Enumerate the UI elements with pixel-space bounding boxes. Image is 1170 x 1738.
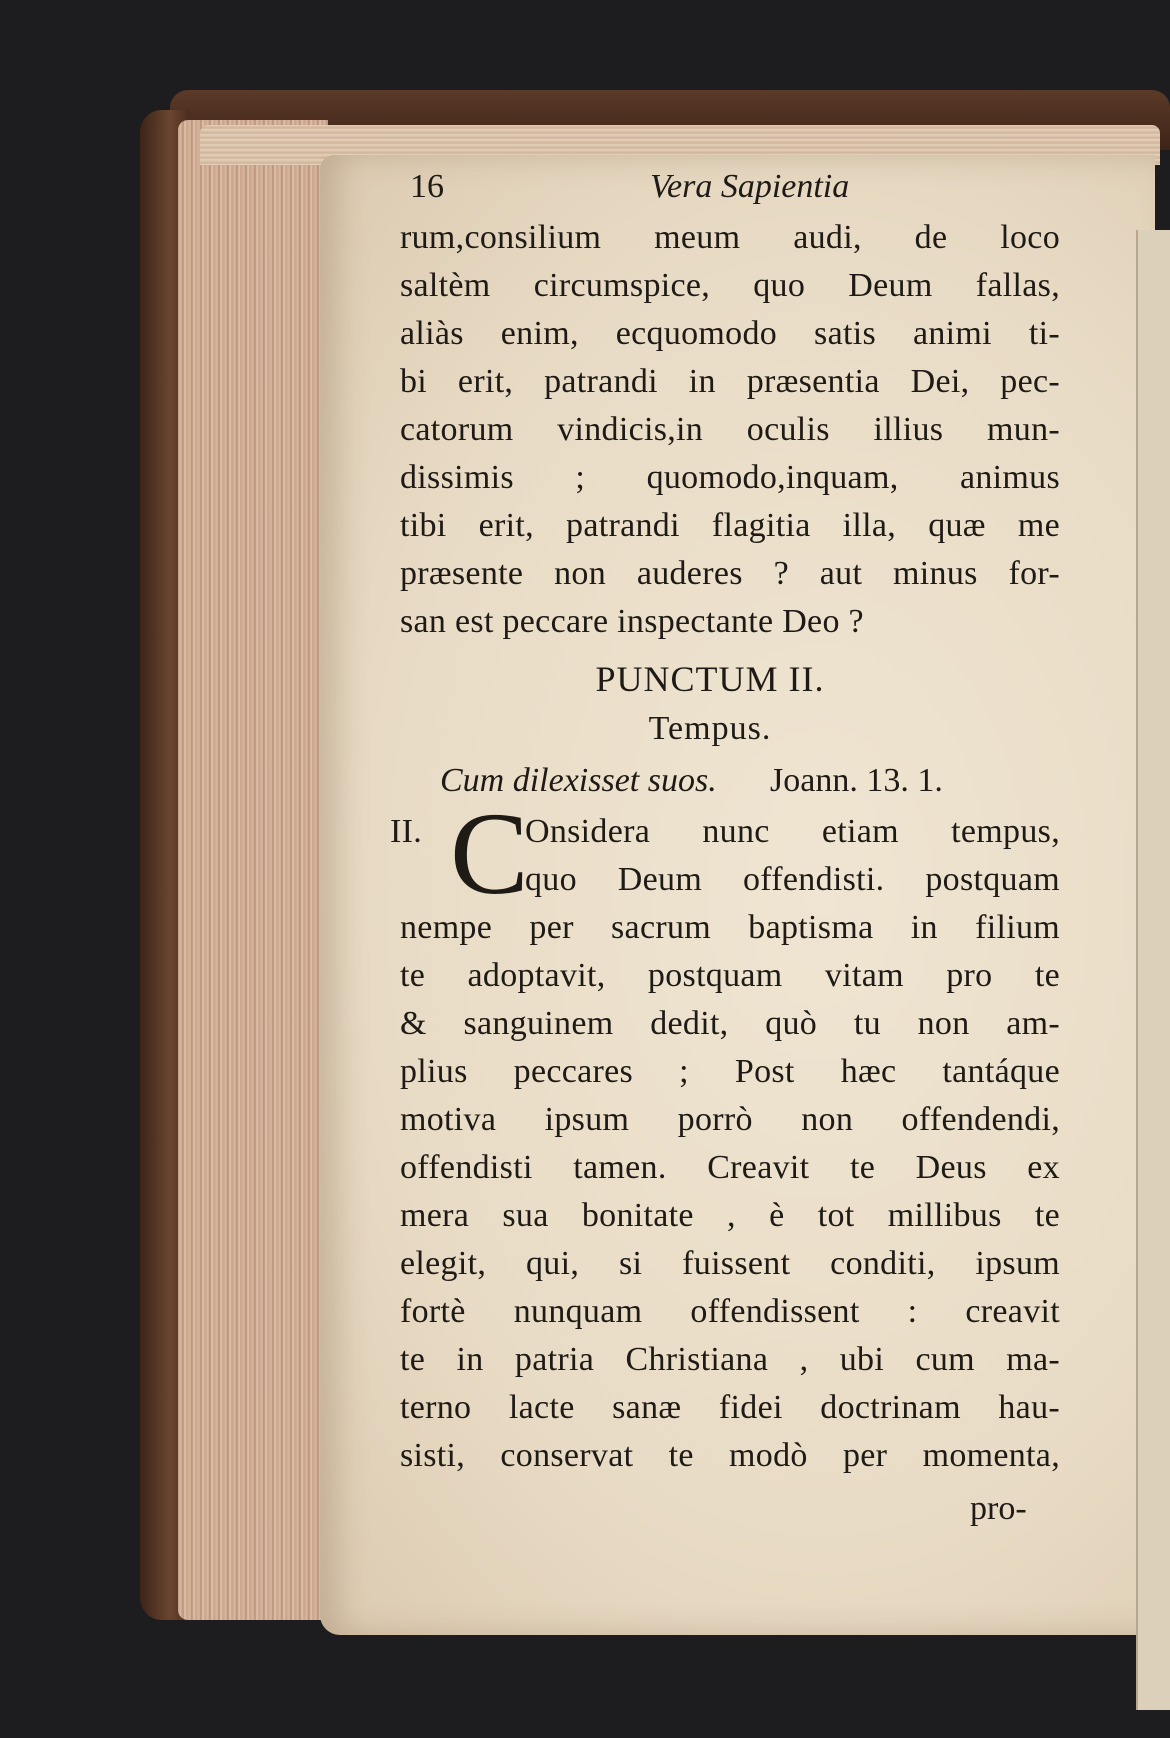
text-line: te adoptavit, postquam vitam pro te (400, 957, 1060, 994)
page-header (400, 168, 1020, 218)
text-line: quo Deum offendisti. postquam (525, 861, 1060, 898)
epigraph-text: Cum dilexisset suos. (440, 762, 717, 799)
text-line: sisti, conservat te modò per momenta, (400, 1437, 1060, 1474)
text-line: dissimis ; quomodo,inquam, animus (400, 459, 1060, 496)
text-line: & sanguinem dedit, quò tu non am- (400, 1005, 1060, 1042)
text-line: san est peccare inspectante Deo ? (400, 603, 864, 640)
page-edges (178, 120, 328, 1620)
text-line: nempe per sacrum baptisma in filium (400, 909, 1060, 946)
facing-page-edge (1136, 230, 1170, 1710)
text-line: motiva ipsum porrò non offendendi, (400, 1101, 1060, 1138)
running-title: Vera Sapientia (650, 168, 850, 205)
text-line: offendisti tamen. Creavit te Deus ex (400, 1149, 1060, 1186)
text-line: te in patria Christiana , ubi cum ma- (400, 1341, 1060, 1378)
text-line: bi erit, patrandi in præsentia Dei, pec- (400, 363, 1060, 400)
text-line: saltèm circumspice, quo Deum fallas, (400, 267, 1060, 304)
epigraph-reference: Joann. 13. 1. (770, 762, 943, 799)
text-line: Onsidera nunc etiam tempus, (525, 813, 1060, 850)
paragraph-number: II. (390, 813, 423, 850)
catchword: pro- (970, 1490, 1027, 1527)
text-line: mera sua bonitate , è tot millibus te (400, 1197, 1060, 1234)
text-line: rum,consilium meum audi, de loco (400, 219, 1060, 256)
section-subheading: Tempus. (648, 710, 772, 747)
section-heading: PUNCTUM II. (595, 659, 825, 699)
text-line: præsente non auderes ? aut minus for- (400, 555, 1060, 592)
page-number: 16 (410, 168, 444, 205)
text-line: elegit, qui, si fuissent conditi, ipsum (400, 1245, 1060, 1282)
text-line: terno lacte sanæ fidei doctrinam hau- (400, 1389, 1060, 1426)
text-line: fortè nunquam offendissent : creavit (400, 1293, 1060, 1330)
drop-cap: C (450, 788, 529, 919)
text-line: plius peccares ; Post hæc tantáque (400, 1053, 1060, 1090)
text-line: catorum vindicis,in oculis illius mun- (400, 411, 1060, 448)
text-line: tibi erit, patrandi flagitia illa, quæ me (400, 507, 1060, 544)
text-line: aliàs enim, ecquomodo satis animi ti- (400, 315, 1060, 352)
